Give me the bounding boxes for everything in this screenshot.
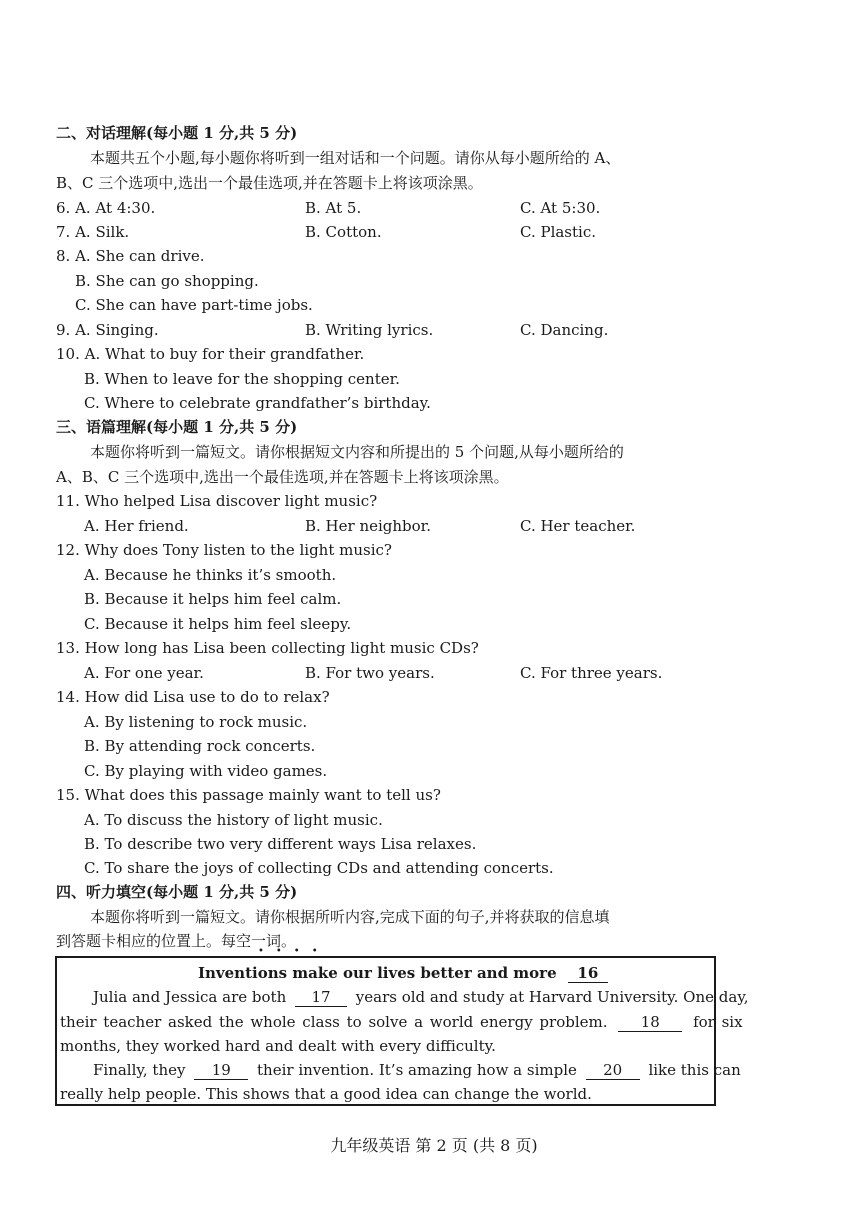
cloze-title: [198, 963, 608, 983]
section-4-instructions-1: 本题你将听到一篇短文。请你根据所听内容,完成下面的句子,并将获取的信息填: [90, 908, 610, 926]
q7-option-c: C. Plastic.: [520, 223, 597, 241]
q10-option-b: B. When to leave for the shopping center.: [84, 370, 400, 388]
section-2-heading: 二、对话理解(每小题 1 分,共 5 分): [56, 124, 298, 142]
cloze-p1-line2: [60, 1012, 743, 1032]
cloze-p1-line2-a: their teacher asked the whole class to solve a world energy problem.: [60, 1013, 608, 1031]
blank-20: 20: [586, 1061, 640, 1080]
q11-option-c: C. Her teacher.: [520, 517, 636, 535]
cloze-p2-line2: really help people. This shows that a good idea can change the world.: [60, 1085, 592, 1103]
q9-option-b: B. Writing lyrics.: [305, 321, 434, 339]
emphasis-dots: ••••: [258, 946, 330, 957]
q13-option-a: A. For one year.: [84, 664, 204, 682]
cloze-p2-line1: [93, 1060, 741, 1080]
section-3-instructions-2: A、B、C 三个选项中,选出一个最佳选项,并在答题卡上将该项涂黑。: [56, 468, 509, 486]
cloze-p2-line1-b: their invention. It’s amazing how a simple: [257, 1061, 577, 1079]
q15-option-c: C. To share the joys of collecting CDs and attending concerts.: [84, 859, 554, 877]
page-footer: 九年级英语 第 2 页 (共 8 页): [330, 1136, 538, 1155]
blank-16: 16: [568, 964, 608, 983]
section-3-heading: 三、语篇理解(每小题 1 分,共 5 分): [56, 418, 298, 436]
q14-option-a: A. By listening to rock music.: [84, 713, 308, 731]
q12-option-a: A. Because he thinks it’s smooth.: [84, 566, 337, 584]
cloze-p1-line2-b: for six: [693, 1013, 743, 1031]
cloze-p1-line1-a: Julia and Jessica are both: [93, 988, 287, 1006]
q14-option-c: C. By playing with video games.: [84, 762, 328, 780]
q11-stem: 11. Who helped Lisa discover light music?: [56, 492, 378, 510]
q10-option-a: 10. A. What to buy for their grandfather.: [56, 345, 365, 363]
cloze-title-text: Inventions make our lives better and more: [198, 964, 557, 982]
q12-option-b: B. Because it helps him feel calm.: [84, 590, 342, 608]
section-3-instructions-1: 本题你将听到一篇短文。请你根据短文内容和所提出的 5 个问题,从每小题所给的: [90, 443, 624, 461]
q7-option-a: 7. A. Silk.: [56, 223, 130, 241]
q12-option-c: C. Because it helps him feel sleepy.: [84, 615, 352, 633]
q7-option-b: B. Cotton.: [305, 223, 382, 241]
q8-option-c: C. She can have part-time jobs.: [75, 296, 313, 314]
section-4-heading: 四、听力填空(每小题 1 分,共 5 分): [56, 883, 298, 901]
q15-option-b: B. To describe two very different ways Lisa relaxes.: [84, 835, 477, 853]
q11-option-b: B. Her neighbor.: [305, 517, 431, 535]
q6-option-c: C. At 5:30.: [520, 199, 601, 217]
cloze-p1-line1: [93, 987, 749, 1007]
q9-option-a: 9. A. Singing.: [56, 321, 159, 339]
q6-option-a: 6. A. At 4:30.: [56, 199, 156, 217]
q9-option-c: C. Dancing.: [520, 321, 609, 339]
section-2-instructions-2: B、C 三个选项中,选出一个最佳选项,并在答题卡上将该项涂黑。: [56, 174, 483, 192]
blank-18: 18: [618, 1013, 682, 1032]
blank-17: 17: [295, 988, 347, 1007]
q13-option-b: B. For two years.: [305, 664, 435, 682]
q6-option-b: B. At 5.: [305, 199, 362, 217]
q14-option-b: B. By attending rock concerts.: [84, 737, 316, 755]
q13-option-c: C. For three years.: [520, 664, 663, 682]
q8-option-b: B. She can go shopping.: [75, 272, 259, 290]
q15-stem: 15. What does this passage mainly want to tell us?: [56, 786, 441, 804]
q12-stem: 12. Why does Tony listen to the light music?: [56, 541, 392, 559]
cloze-p1-line3: months, they worked hard and dealt with every difficulty.: [60, 1037, 496, 1055]
cloze-p2-line1-a: Finally, they: [93, 1061, 186, 1079]
q15-option-a: A. To discuss the history of light music.: [84, 811, 383, 829]
q10-option-c: C. Where to celebrate grandfather’s birthday.: [84, 394, 431, 412]
q8-option-a: 8. A. She can drive.: [56, 247, 205, 265]
blank-19: 19: [194, 1061, 248, 1080]
q14-stem: 14. How did Lisa use to do to relax?: [56, 688, 330, 706]
q13-stem: 13. How long has Lisa been collecting light music CDs?: [56, 639, 479, 657]
cloze-p2-line1-c: like this can: [648, 1061, 741, 1079]
q11-option-a: A. Her friend.: [84, 517, 189, 535]
section-2-instructions-1: 本题共五个小题,每小题你将听到一组对话和一个问题。请你从每小题所给的 A、: [90, 149, 621, 167]
section-4-instructions-2: 到答题卡相应的位置上。每空一词。: [56, 932, 297, 950]
cloze-p1-line1-b: years old and study at Harvard University. One day,: [355, 988, 749, 1006]
